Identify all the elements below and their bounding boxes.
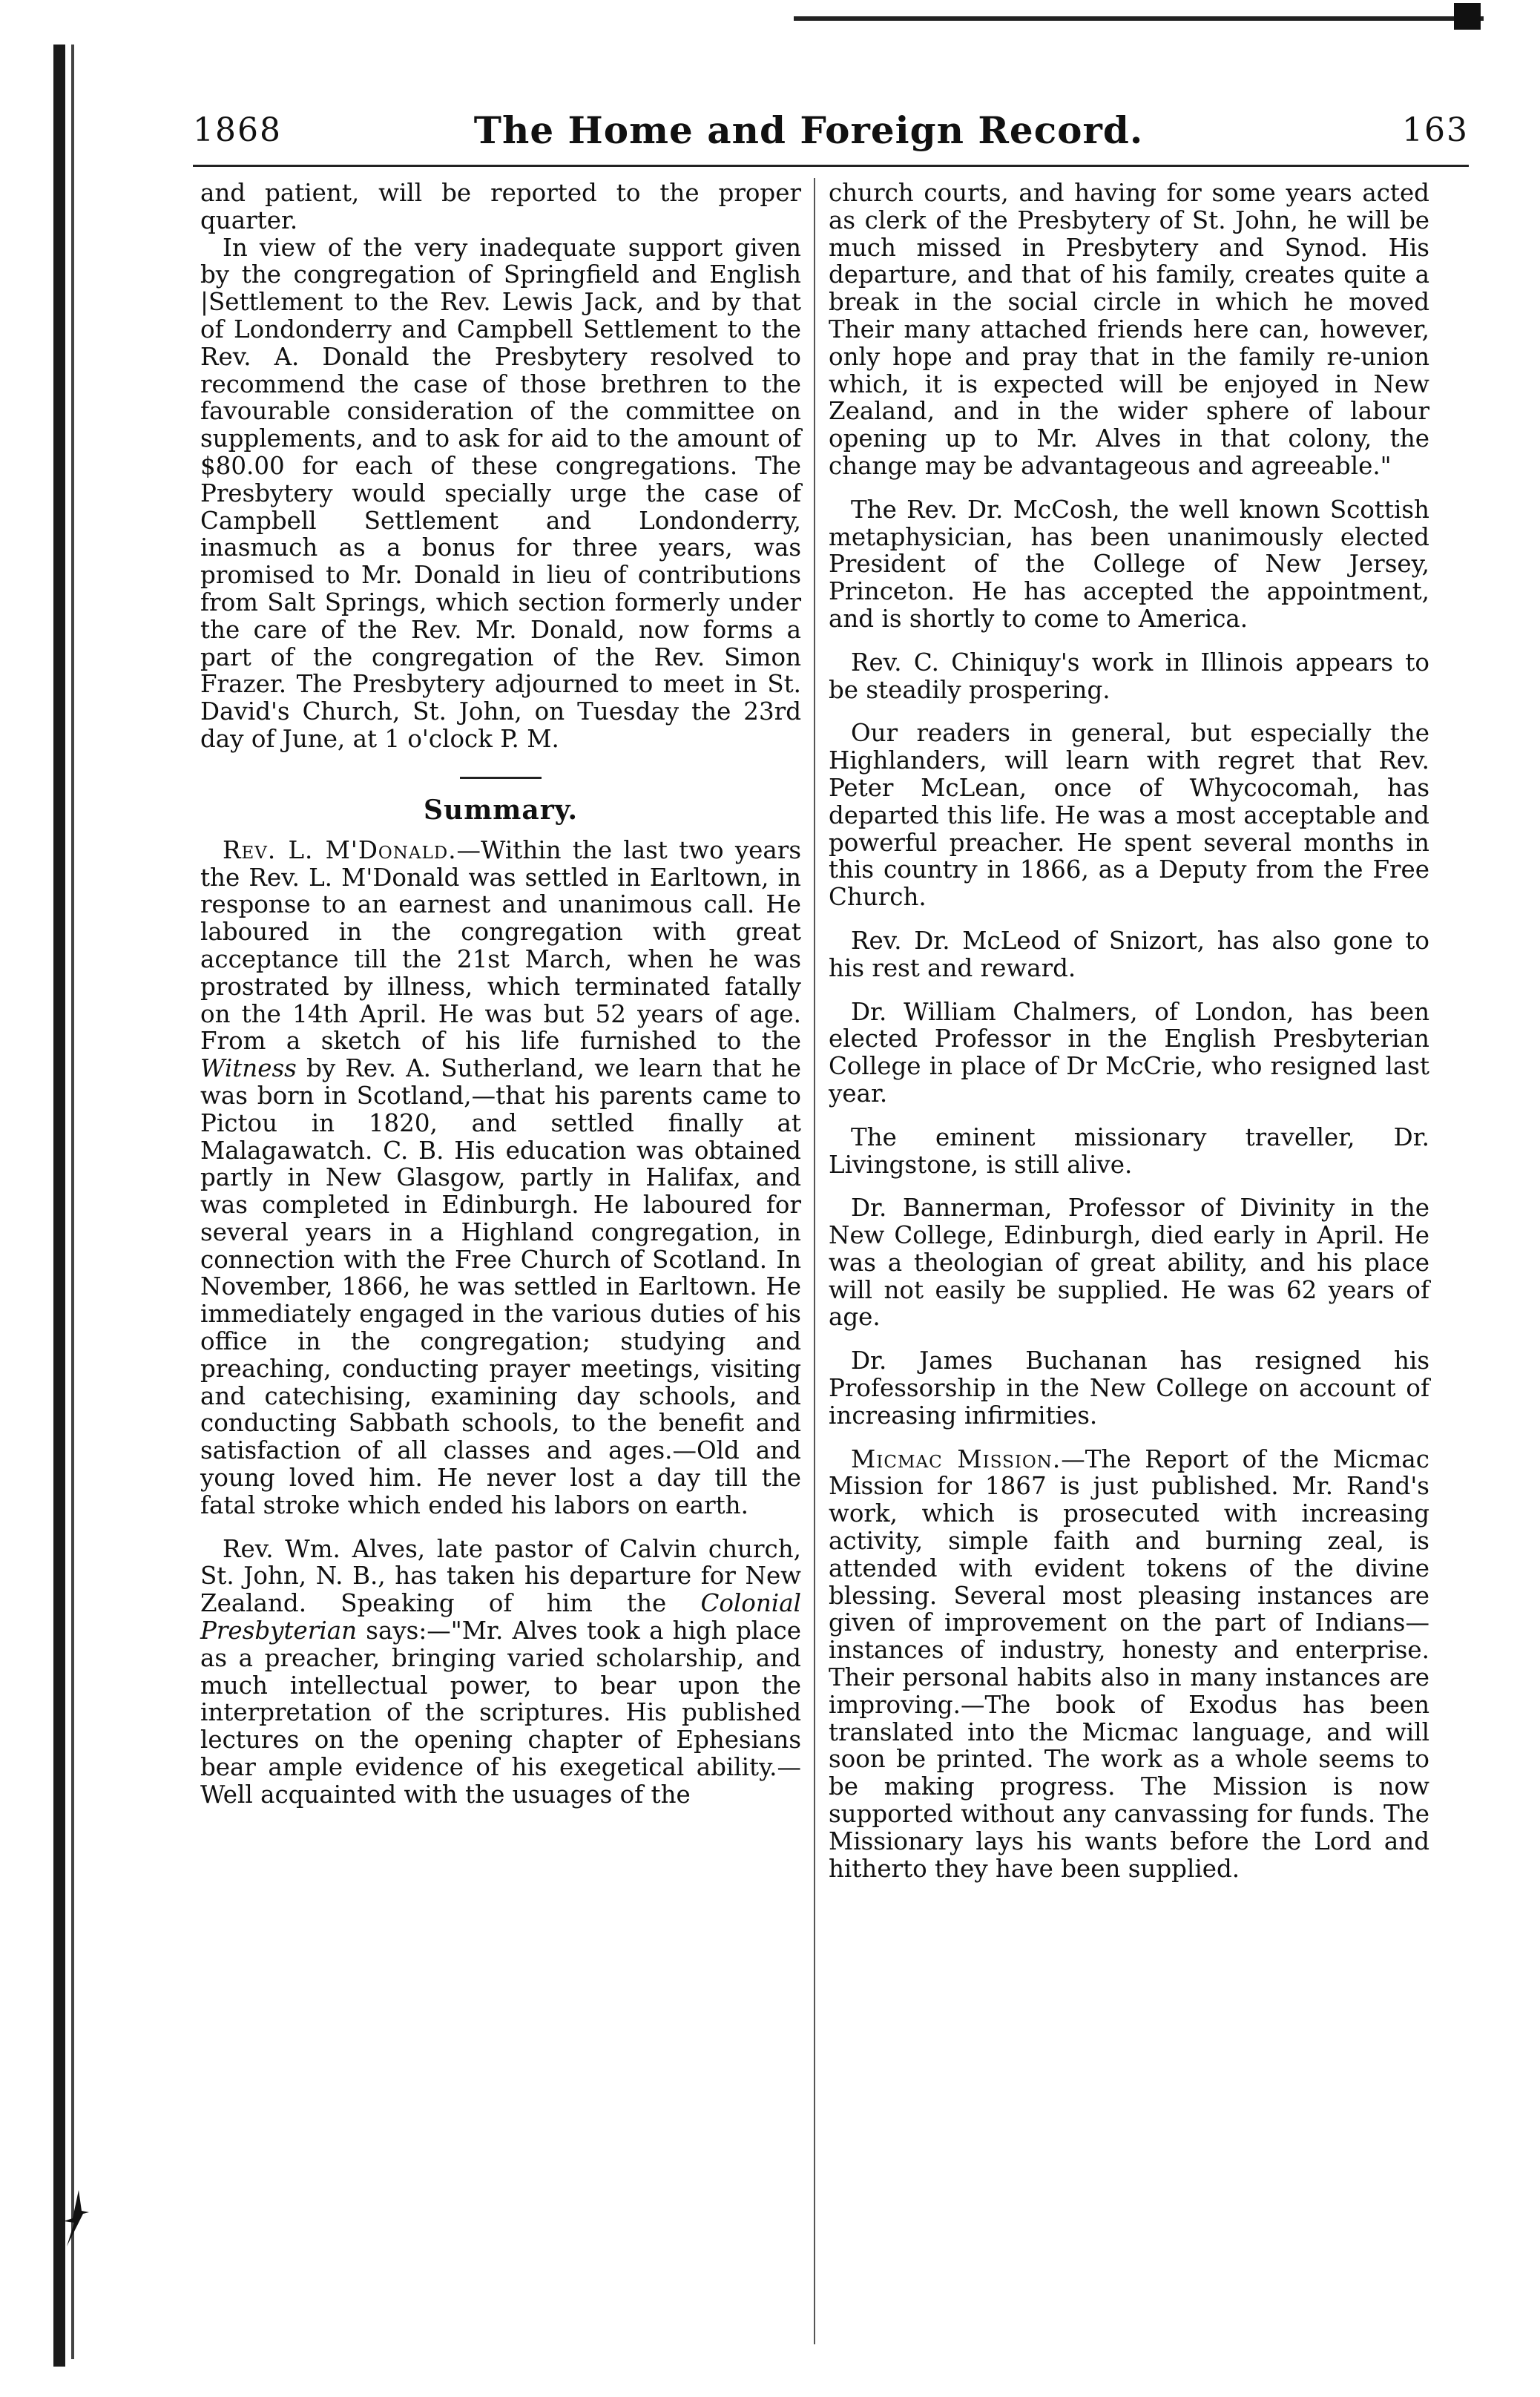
header-title: The Home and Foreign Record. bbox=[473, 108, 1144, 152]
paragraph-mcleod: Rev. Dr. McLeod of Snizort, has also gone to his rest and reward. bbox=[829, 926, 1429, 982]
paragraph-mdonald: Rev. L. M'Donald.—Within the last two years the Rev. L. M'Donald was settled in Earltown, in response to an earnest and unanimous call. He laboured in the congregation with great acceptance till the 21st March, when he was prostrated by illness, which terminated fatally on the 14th April. He was but 52 years of age. From a sketch of his life furnished to the Witness by Rev. A. Sutherland, we learn that he was born in Scotland,—that his parents came to Pictou in 1820, and settled finally at Malagawatch. C. B. His education was obtained partly in New Glasgow, partly in Halifax, and was completed in Edinburgh. He laboured for several years in a Highland congregation, in connection with the Free Church of Scotland. In November, 1866, he was settled in Earltown. He immediately engaged in the various duties of his office in the congregation; studying and preaching, conducting prayer meetings, visiting and catechising, examining day schools, and conducting Sabbath schools, to the benefit and satisfaction of all classes and ages.—Old and young loved him. He never lost a day till the fatal stroke which ended his labors on earth. bbox=[200, 835, 801, 1519]
header-year: 1868 bbox=[193, 111, 282, 149]
scan-edge-line bbox=[71, 45, 74, 2359]
lead-micmac-mission: Micmac Mission. bbox=[851, 1444, 1062, 1473]
paragraph-alves-continued: church courts, and having for some years acted as clerk of the Presbytery of St. John, he will be much missed in Presbytery and Synod. His departure, and that of his family, creates quite a break in the social circle in which he moved Their many attached friends here can, however, only hope and pray that in the family re-union which, it is expected will be enjoyed in New Zealand, and in the wider sphere of labour opening up to Mr. Alves in that colony, the change may be advantageous and agreeable." bbox=[829, 179, 1429, 480]
lead-rev-mdonald: Rev. L. M'Donald. bbox=[223, 835, 457, 864]
italic-colonial-presbyterian: Colonial Presbyterian bbox=[200, 1589, 801, 1645]
section-title-summary: Summary. bbox=[424, 794, 578, 826]
right-column bbox=[829, 180, 1429, 1882]
paragraph-continuation: and patient, will be reported to the proper quarter. bbox=[200, 179, 801, 234]
italic-witness: Witness bbox=[200, 1054, 297, 1083]
paragraph-mclean: Our readers in general, but especially the Highlanders, will learn with regret that Rev. Peter McLean, once of Whycocomah, has departed this life. He was a most acceptable and powerful preacher. He spent several months in this country in 1866, as a Deputy from the Free Church. bbox=[829, 719, 1429, 912]
paragraph-chiniquy: Rev. C. Chiniquy's work in Illinois appears to be steadily prospering. bbox=[829, 648, 1429, 704]
paragraph-livingstone: The eminent missionary traveller, Dr. Livingstone, is still alive. bbox=[829, 1122, 1429, 1179]
paragraph-micmac-mission: Micmac Mission.—The Report of the Micmac Mission for 1867 is just published. Mr. Rand's work, which is prosecuted with increasing activity, simple faith and burning zeal, is attended with evident tokens of the divine blessing. Several most pleasing instances are given of improvement on the part of Indians—instances of industry, honesty and enterprise. Their personal habits also in many instances are improving.—The book of Exodus has been translated into the Micmac language, and will soon be printed. The work as a whole seems to be making progress. The Mission is now supported without any canvassing for funds. The Missionary lays his wants before the Lord and hitherto they have been supplied. bbox=[829, 1444, 1429, 1883]
scan-edge-shadow bbox=[53, 45, 65, 2367]
margin-pen-mark bbox=[56, 2189, 96, 2248]
paragraph-mccosh: The Rev. Dr. McCosh, the well known Scottish metaphysician, has been unanimously elected President of the College of New Jersey, Princeton. He has accepted the appointment, and is shortly to come to America. bbox=[829, 495, 1429, 633]
top-scan-mark bbox=[1454, 3, 1481, 30]
paragraph-presbytery-support: In view of the very inadequate support given by the congregation of Springfield and English |Settlement to the Rev. Lewis Jack, and by that of Londonderry and Campbell Settlement to the Rev. A. Donald the Presbytery resolved to recommend the case of those brethren to the favourable consideration of the committee on supplements, and to ask for aid to the amount of $80.00 for each of these congregations. The Presbytery would specially urge the case of Campbell Settlement and Londonderry, inasmuch as a bonus for three years, was promised to Mr. Donald in lieu of contributions from Salt Springs, which section formerly under the care of the Rev. Mr. Donald, now forms a part of the congregation of the Rev. Simon Frazer. The Presbytery adjourned to meet in St. David's Church, St. John, on Tuesday the 23rd day of June, at 1 o'clock P. M. bbox=[200, 233, 801, 753]
paragraph-chalmers: Dr. William Chalmers, of London, has been elected Professor in the English Presbyterian College in place of Dr McCrie, who resigned last year. bbox=[829, 997, 1429, 1108]
paragraph-alves: Rev. Wm. Alves, late pastor of Calvin church, St. John, N. B., has taken his departure for New Zealand. Speaking of him the Colonial Presbyterian says:—"Mr. Alves took a high place as a preacher, bringing varied scholarship, and much intellectual power, to bear upon the interpretation of the scriptures. His published lectures on the opening chapter of Ephesians bear ample evidence of his exegetical ability.—Well acquainted with the usuages of the bbox=[200, 1534, 801, 1809]
page-number: 163 bbox=[1402, 111, 1469, 149]
top-scan-rule bbox=[794, 16, 1484, 21]
header-rule bbox=[193, 165, 1469, 167]
left-column bbox=[200, 180, 801, 1809]
paragraph-bannerman: Dr. Bannerman, Professor of Divinity in the New College, Edinburgh, died early in April. He was a theologian of great ability, and his place will not easily be supplied. He was 62 years of age. bbox=[829, 1194, 1429, 1332]
running-header bbox=[193, 108, 1469, 163]
column-divider bbox=[814, 178, 815, 2344]
paragraph-buchanan: Dr. James Buchanan has resigned his Professorship in the New College on account of increasing infirmities. bbox=[829, 1347, 1429, 1430]
section-divider bbox=[460, 777, 542, 779]
